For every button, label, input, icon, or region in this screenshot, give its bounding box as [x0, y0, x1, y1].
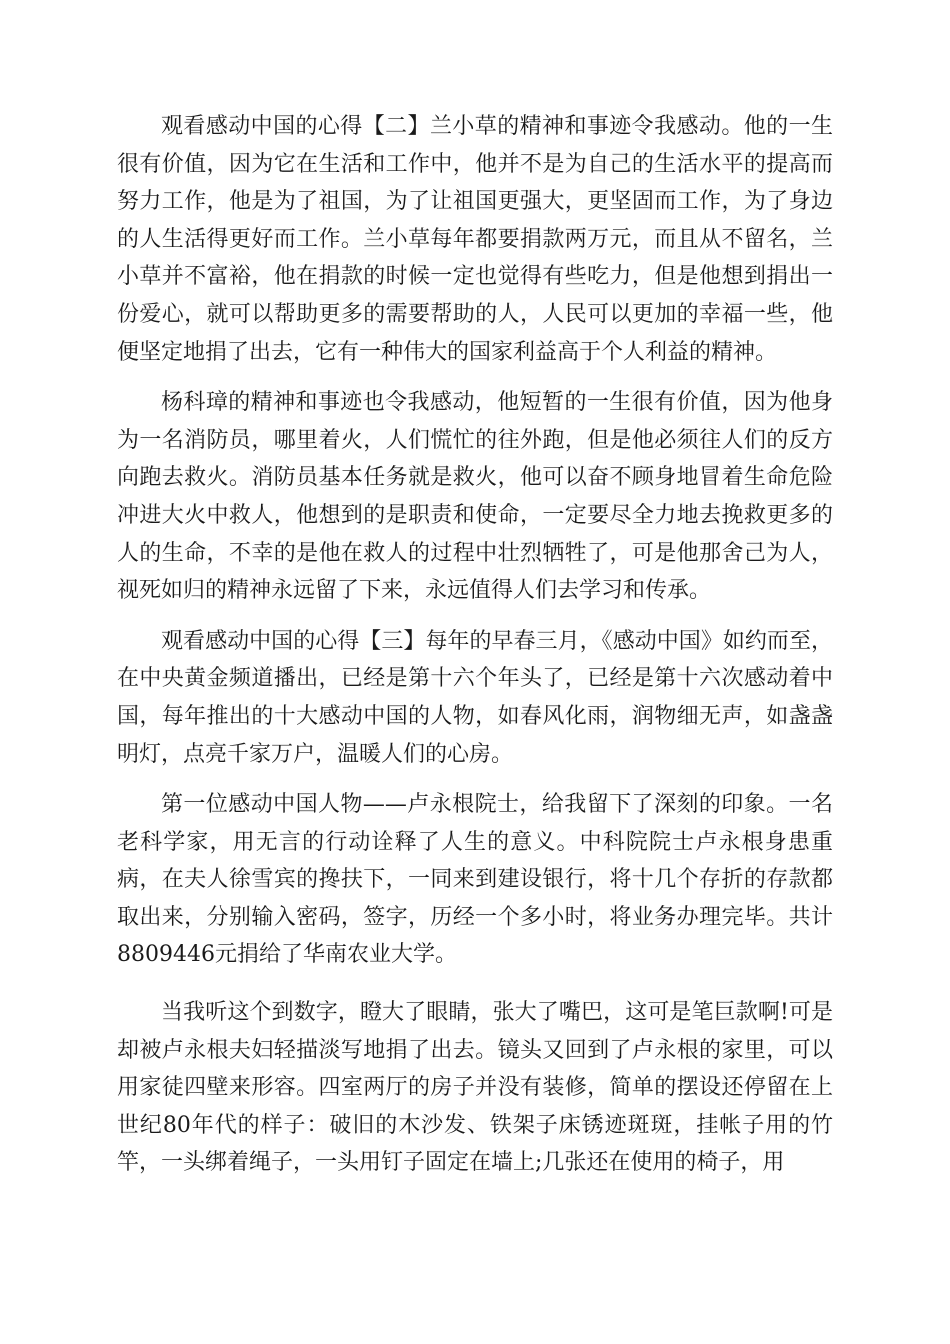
paragraph-2: 杨科璋的精神和事迹也令我感动，他短暂的一生很有价值，因为他身为一名消防员，哪里着火，人们慌忙的往外跑，但是他必须往人们的反方向跑去救火。消防员基本任务就是救火，他可以奋不顾身地冒着生命危险冲进大火中救人，他想到的是职责和使命，一定要尽全力地去挽救更多的人的生命，不幸的是他在救人的过程中壮烈牺牲了，可是他那舍己为人，视死如归的精神永远留了下来，永远值得人们去学习和传承。: [117, 390, 833, 604]
paragraph-3: 观看感动中国的心得【三】每年的早春三月，《感动中国》如约而至，在中央黄金频道播出，已经是第十六个年头了，已经是第十六次感动着中国，每年推出的十大感动中国的人物，如春风化雨，润物细无声，如盏盏明灯，点亮千家万户，温暖人们的心房。: [117, 628, 833, 767]
paragraph-1: 观看感动中国的心得【二】兰小草的精神和事迹令我感动。他的一生很有价值，因为它在生活和工作中，他并不是为自己的生活水平的提高而努力工作，他是为了祖国，为了让祖国更强大，更坚固而工作，为了身边的人生活得更好而工作。兰小草每年都要捐款两万元，而且从不留名，兰小草并不富裕，他在捐款的时候一定也觉得有些吃力，但是他想到捐出一份爱心，就可以帮助更多的需要帮助的人，人民可以更加的幸福一些，他便坚定地捐了出去，它有一种伟大的国家利益高于个人利益的精神。: [117, 114, 833, 365]
paragraph-5: 当我听这个到数字，瞪大了眼睛，张大了嘴巴，这可是笔巨款啊!可是却被卢永根夫妇轻描淡写地捐了出去。镜头又回到了卢永根的家里，可以用家徒四壁来形容。四室两厅的房子并没有装修，简单的摆设还停留在上世纪80年代的样子：破旧的木沙发、铁架子床锈迹斑斑，挂帐子用的竹竿，一头绑着绳子，一头用钉子固定在墙上;几张还在使用的椅子，用: [117, 1000, 833, 1176]
document-body: [117, 108, 833, 1195]
paragraph-4: 第一位感动中国人物——卢永根院士，给我留下了深刻的印象。一名老科学家，用无言的行动诠释了人生的意义。中科院院士卢永根身患重病，在夫人徐雪宾的搀扶下，一同来到建设银行，将十几个存折的存款都取出来，分别输入密码，签字，历经一个多小时，将业务办理完毕。共计8809446元捐给了华南农业大学。: [117, 792, 833, 968]
